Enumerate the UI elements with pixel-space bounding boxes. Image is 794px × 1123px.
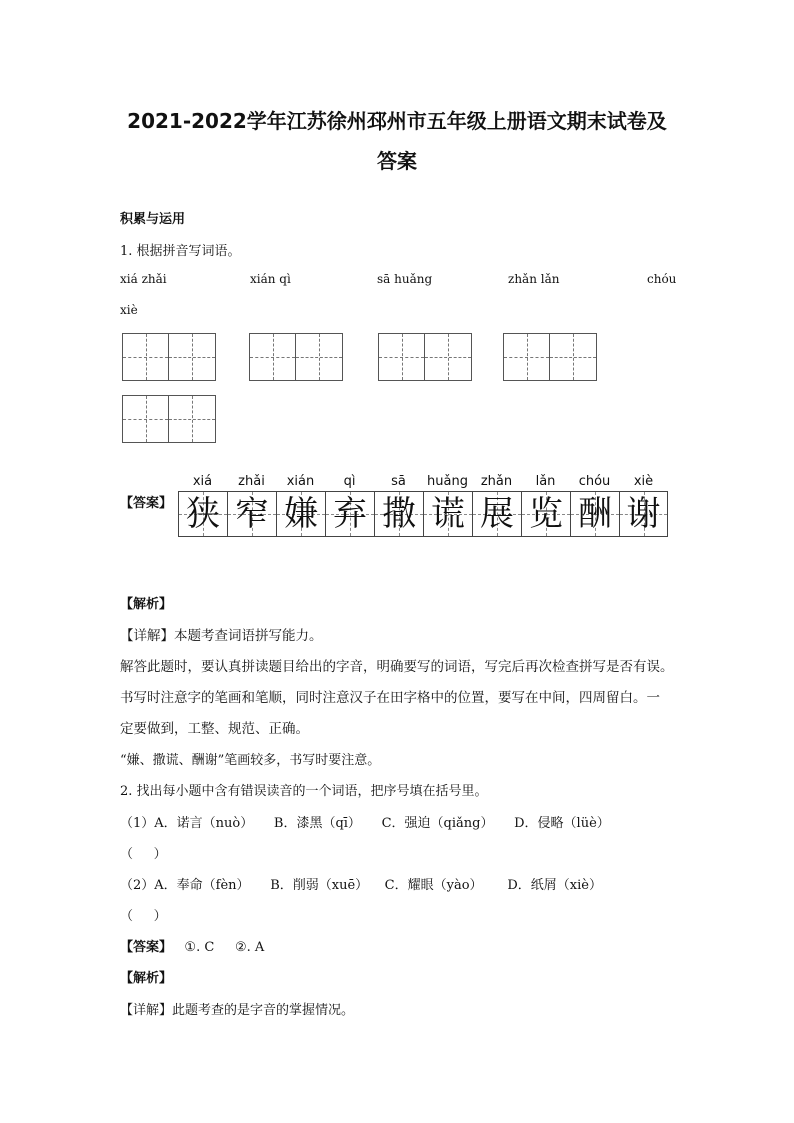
q1-note: “嫌、撒谎、酬谢”笔画较多，书写时要注意。 <box>120 753 381 768</box>
answer-pinyin: sā <box>391 474 406 489</box>
answer-tianzige <box>472 491 521 537</box>
answer-character: 酬 <box>578 494 612 534</box>
q2-prompt: 2. 找出每小题中含有错误读音的一个词语，把序号填在括号里。 <box>120 784 488 799</box>
q1-detail: 【详解】本题考查词语拼写能力。 <box>120 628 323 644</box>
answer-tianzige <box>276 491 325 537</box>
answer-tianzige <box>325 491 374 537</box>
answer-character: 展 <box>480 494 514 534</box>
answer-cell <box>178 474 227 537</box>
answer-pinyin: xiá <box>192 474 213 489</box>
answer-tianzige <box>178 491 227 537</box>
q1-pinyin-5: chóu <box>647 272 677 286</box>
q1-pinyin-2: xián qì <box>250 272 291 286</box>
document-title-line1: 2021-2022学年江苏徐州邳州市五年级上册语文期末试卷及 <box>127 109 667 133</box>
answer-pinyin: lǎn <box>535 474 556 489</box>
q1-answer-grid <box>178 474 668 537</box>
q1-pinyin-4: zhǎn lǎn <box>508 272 560 286</box>
q1-analysis-label: 【解析】 <box>120 597 173 612</box>
q2-detail: 【详解】此题考查的是字音的掌握情况。 <box>120 1003 355 1018</box>
answer-cell <box>227 474 276 537</box>
q1-pinyin-6: xiè <box>120 303 138 317</box>
answer-tianzige <box>374 491 423 537</box>
answer-pinyin: qì <box>343 474 356 489</box>
q2-item-2-blank[interactable]: （ ） <box>120 909 167 924</box>
answer-tianzige <box>521 491 570 537</box>
q1-analysis-p1: 解答此题时，要认真拼读题目给出的字音，明确要写的词语，写完后再次检查拼写是否有误。 <box>120 659 674 675</box>
answer-cell <box>423 474 472 537</box>
answer-character: 谎 <box>431 494 465 534</box>
document-title-line2: 答案 <box>377 149 417 173</box>
answer-character: 嫌 <box>284 494 318 534</box>
tianzige-grid-2[interactable] <box>249 333 343 381</box>
answer-character: 撒 <box>382 494 416 534</box>
answer-pinyin: zhǎn <box>480 474 513 489</box>
answer-tianzige <box>570 491 619 537</box>
answer-pinyin: chóu <box>578 474 611 489</box>
q2-item-2: （2）A．奉命（fèn） B．削弱（xuē） C．耀眼（yào） D．纸屑（xiè） <box>120 878 602 893</box>
answer-tianzige <box>227 491 276 537</box>
section-heading: 积累与运用 <box>120 212 186 227</box>
q2-answer-label: 【答案】 <box>120 940 173 955</box>
q1-analysis-p3: 定要做到，工整、规范、正确。 <box>120 721 309 737</box>
answer-character: 弃 <box>333 494 367 534</box>
tianzige-grid-4[interactable] <box>503 333 597 381</box>
q2-answer-text: ①. C ②. A <box>172 940 265 955</box>
q2-answer <box>120 936 264 955</box>
answer-cell <box>521 474 570 537</box>
q1-answer-label: 【答案】 <box>120 496 173 511</box>
answer-pinyin: zhǎi <box>238 474 265 489</box>
q1-pinyin-1: xiá zhǎi <box>120 272 167 286</box>
answer-cell <box>325 474 374 537</box>
answer-cell <box>374 474 423 537</box>
q1-pinyin-3: sā huǎng <box>377 272 433 286</box>
q2-analysis-label: 【解析】 <box>120 971 173 986</box>
answer-tianzige <box>423 491 472 537</box>
q2-item-1-blank[interactable]: （ ） <box>120 847 167 862</box>
answer-character: 窄 <box>235 494 269 534</box>
q1-prompt: 1. 根据拼音写词语。 <box>120 244 241 259</box>
answer-character: 谢 <box>626 494 661 534</box>
answer-cell <box>619 474 668 537</box>
answer-pinyin: xián <box>286 474 315 489</box>
q1-analysis-p2: 书写时注意字的笔画和笔顺，同时注意汉子在田字格中的位置，要写在中间，四周留白。一 <box>120 690 660 706</box>
answer-character: 览 <box>529 494 563 534</box>
answer-cell <box>472 474 521 537</box>
q2-item-1: （1）A．诺言（nuò） B．漆黑（qī） C．强迫（qiǎng） D．侵略（lüè） <box>120 816 610 831</box>
answer-pinyin: xiè <box>633 474 654 489</box>
answer-cell <box>276 474 325 537</box>
answer-tianzige <box>619 491 668 537</box>
tianzige-grid-1[interactable] <box>122 333 216 381</box>
tianzige-grid-5[interactable] <box>122 395 216 443</box>
answer-pinyin: huǎng <box>427 474 468 489</box>
answer-cell <box>570 474 619 537</box>
tianzige-grid-3[interactable] <box>378 333 472 381</box>
answer-character: 狭 <box>186 494 220 534</box>
